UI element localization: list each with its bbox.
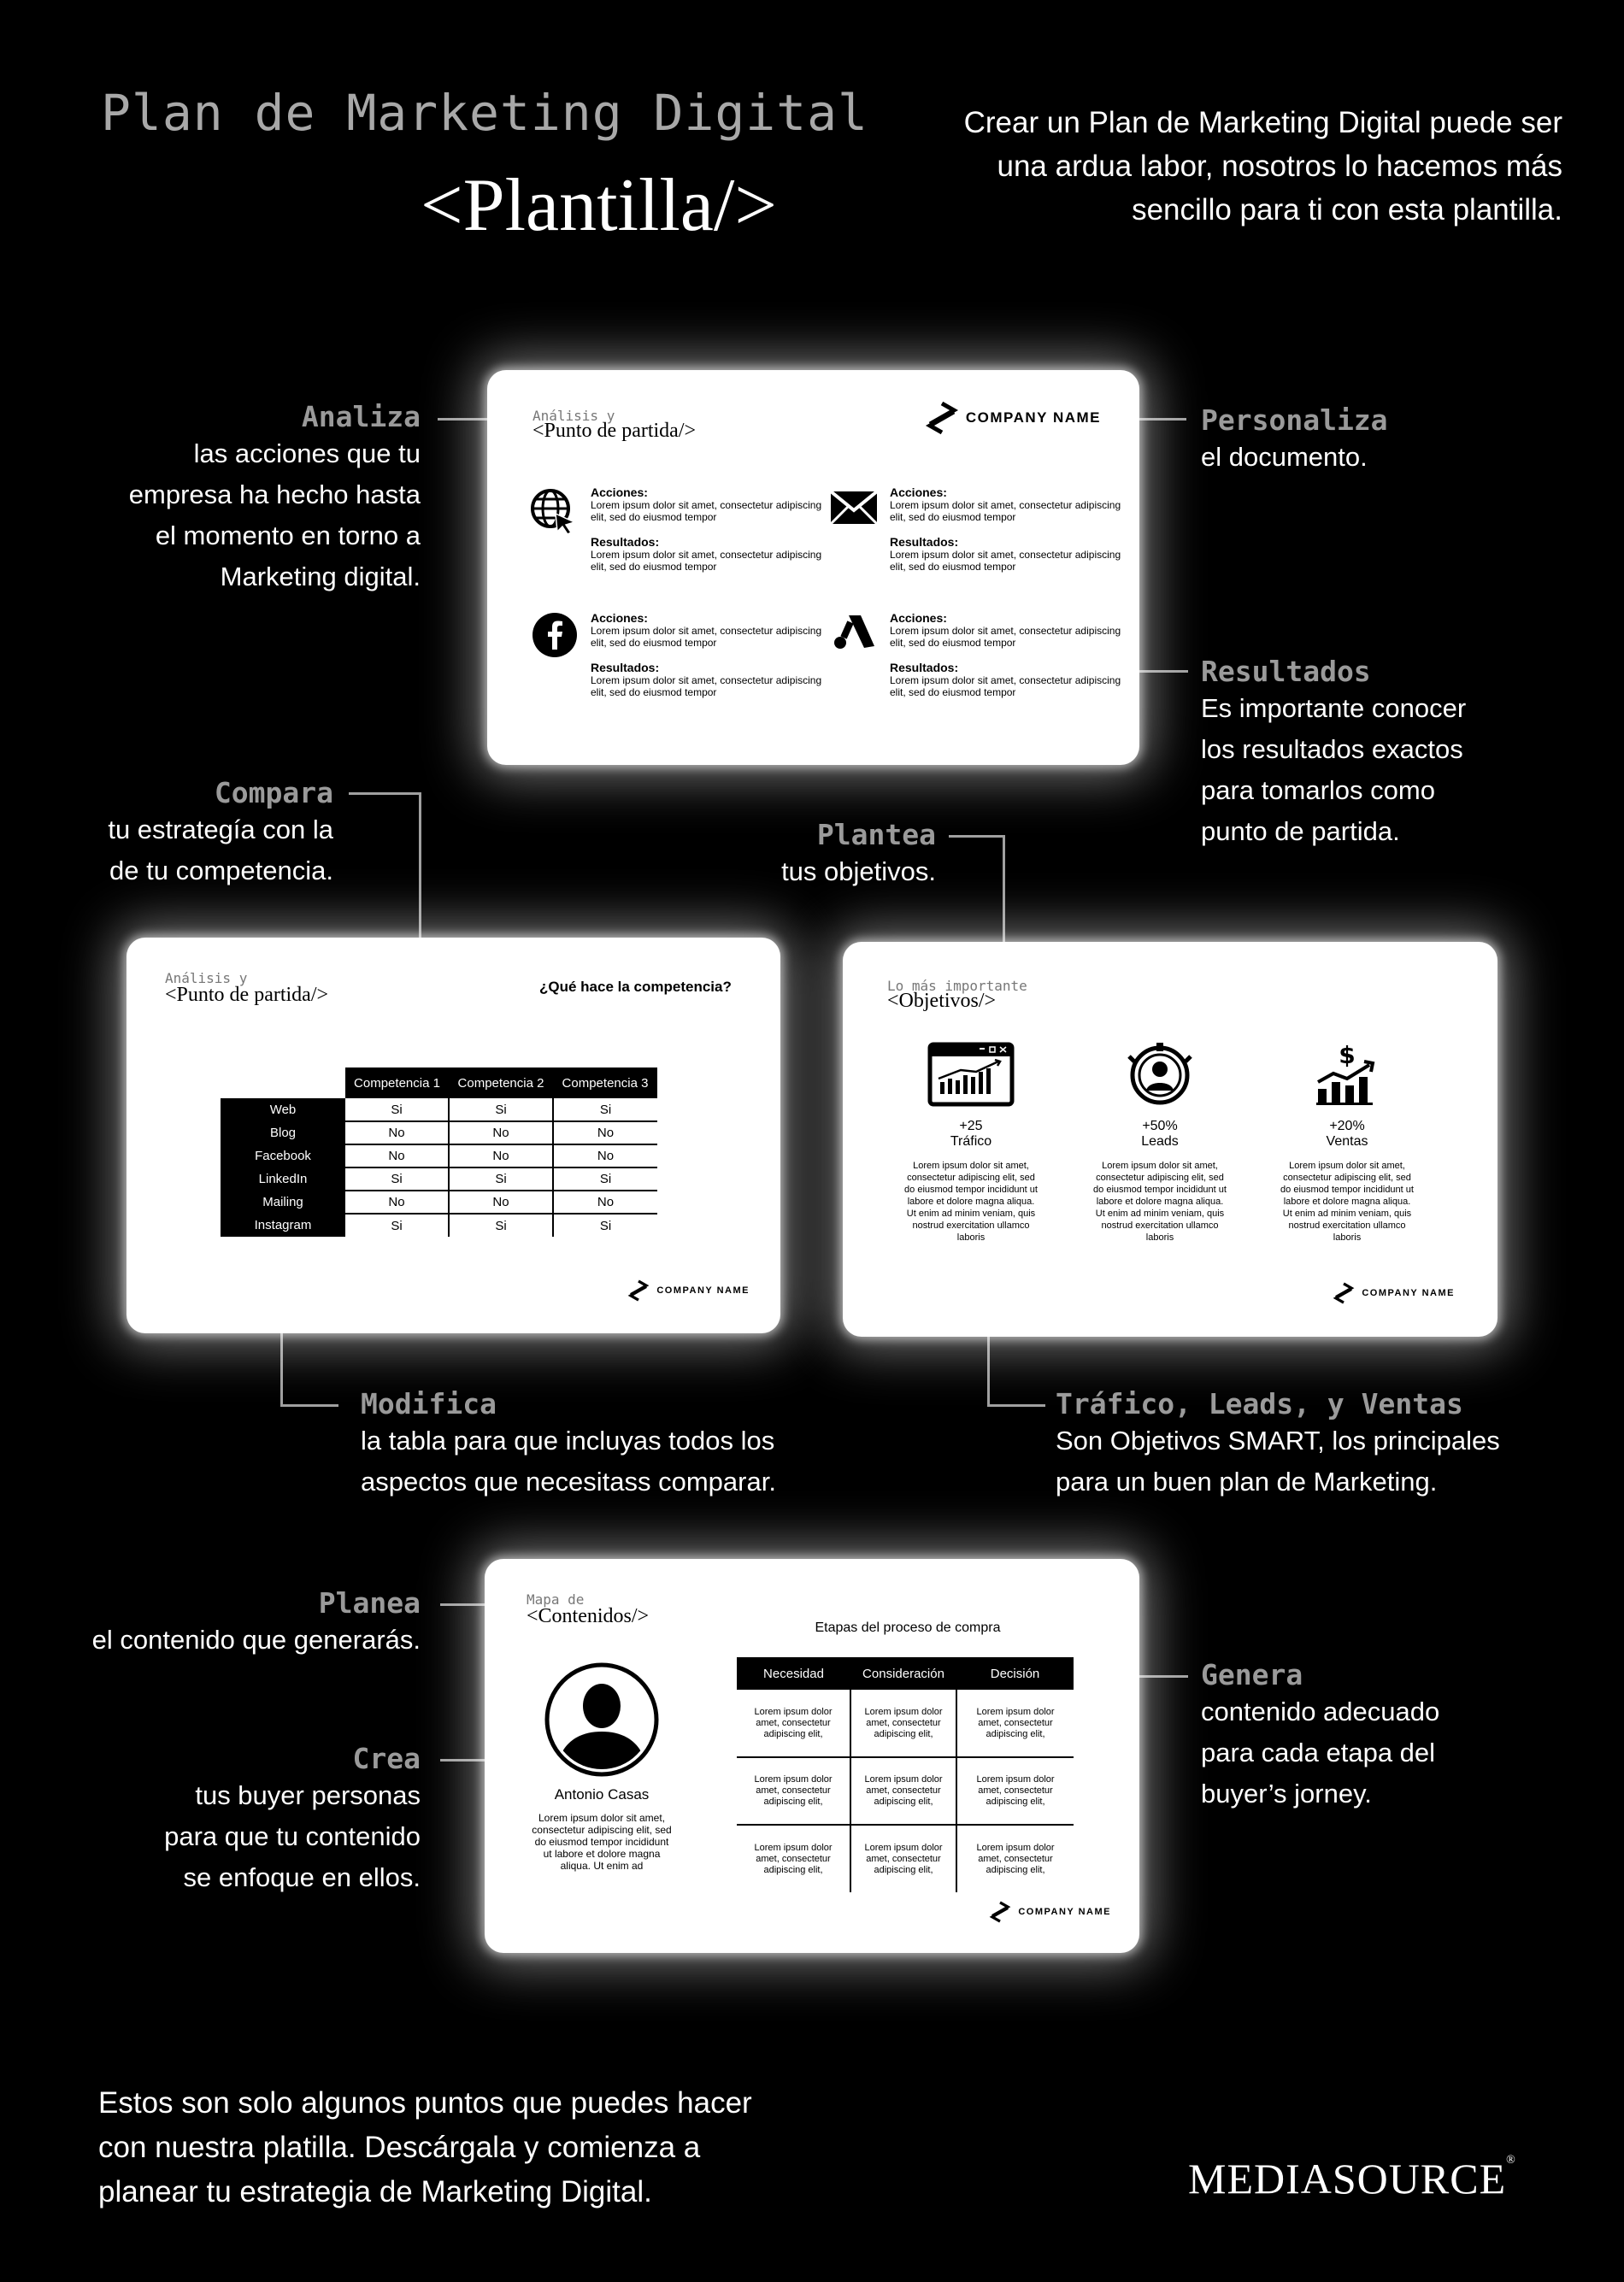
table-title: Etapas del proceso de compra [815, 1620, 1001, 1635]
actions-text: Lorem ipsum dolor sit amet, consectetur adipiscing elit, sed do eiusmod tempor [591, 625, 822, 649]
table-cell: Si [449, 1214, 553, 1237]
annotation-line: tus buyer personas [195, 1780, 421, 1810]
annotation-line: para tomarlos como [1201, 775, 1435, 805]
table-cell: Lorem ipsum dolor amet, consectetur adipiscing elit, [737, 1690, 850, 1757]
table-cell: Si [449, 1098, 553, 1121]
card-question: ¿Qué hace la competencia? [539, 979, 732, 995]
list-item [591, 485, 830, 585]
annotation-line: para cada etapa del [1201, 1738, 1436, 1767]
annotation-title: Tráfico, Leads, y Ventas [1056, 1387, 1463, 1420]
annotation-line: las acciones que tu [193, 438, 421, 468]
annotation-text [129, 433, 421, 597]
table-row [221, 1098, 657, 1121]
table-header: Consideración [850, 1657, 956, 1690]
footer-line: con nuestra platilla. Descárgala y comienza a [98, 2131, 701, 2164]
table-cell: Lorem ipsum dolor amet, consectetur adipiscing elit, [976, 1842, 1055, 1875]
annotation-line: punto de partida. [1201, 816, 1400, 846]
objective-text: Lorem ipsum dolor sit amet, consectetur adipiscing elit, sed do eiusmod tempor incididunt ut labore et dolore magna aliqua. Ut enim ad minim veniam, quis nostrud exercitation ullamco laboris [1280, 1161, 1414, 1243]
results-label: Resultados: [890, 661, 959, 674]
svg-text:$: $ [1339, 1041, 1356, 1069]
annotation-text [781, 851, 936, 892]
table-cell: Si [345, 1167, 449, 1191]
page-subtitle: Plan de Marketing Digital [101, 84, 868, 142]
table-row [737, 1757, 1074, 1825]
table-row [221, 1144, 657, 1167]
annotation-line: Son Objetivos SMART, los principales [1056, 1426, 1500, 1456]
table-row [221, 1214, 657, 1237]
card-title: <Contenidos/> [527, 1605, 650, 1627]
connector-line [280, 1404, 338, 1407]
card-punto-de-partida [487, 370, 1139, 765]
connector-line [949, 835, 1005, 838]
annotation-line: el contenido que generarás. [91, 1625, 421, 1655]
actions-label: Acciones: [591, 485, 648, 499]
sales-growth-icon [1313, 1041, 1381, 1108]
annotation-text [361, 1420, 776, 1503]
table-cell: Lorem ipsum dolor amet, consectetur adipiscing elit, [850, 1690, 956, 1757]
annotation-analiza [129, 400, 421, 597]
results-label: Resultados: [591, 661, 660, 674]
intro-line: sencillo para ti con esta plantilla. [1132, 193, 1562, 226]
google-ads-icon [832, 612, 876, 651]
intro-line: una ardua labor, nosotros lo hacemos más [997, 150, 1562, 183]
objective-leads [1087, 1041, 1233, 1244]
annotation-plantea [781, 818, 936, 892]
table-header: Competencia 2 [449, 1067, 553, 1098]
card-objetivos [843, 942, 1497, 1337]
table-cell: No [345, 1121, 449, 1144]
table-header: Competencia 1 [345, 1067, 449, 1098]
globe-cursor-icon [528, 486, 578, 536]
annotation-line: Es importante conocer [1201, 693, 1467, 723]
persona-text: Lorem ipsum dolor sit amet, consectetur adipiscing elit, sed do eiusmod tempor incididunt ut labore et dolore magna aliqua. Ut enim ad [532, 1812, 672, 1872]
lead-person-icon [1126, 1041, 1194, 1108]
annotation-line: buyer’s jorney. [1201, 1779, 1372, 1809]
actions-text: Lorem ipsum dolor sit amet, consectetur adipiscing elit, sed do eiusmod tempor [591, 499, 822, 523]
objective-ventas [1274, 1041, 1420, 1244]
company-name: COMPANY NAME [656, 1285, 750, 1296]
table-row [737, 1690, 1074, 1757]
company-logo-icon [925, 401, 959, 435]
list-item [890, 611, 1129, 710]
results-text: Lorem ipsum dolor sit amet, consectetur adipiscing elit, sed do eiusmod tempor [890, 674, 1121, 698]
objective-trafico [898, 1041, 1044, 1244]
table-cell: No [553, 1191, 657, 1214]
table-cell: Si [449, 1167, 553, 1191]
row-label: Facebook [221, 1144, 345, 1167]
page-title: <Plantilla/> [421, 164, 778, 247]
table-cell: Lorem ipsum dolor amet, consectetur adipiscing elit, [737, 1825, 850, 1892]
annotation-line: se enfoque en ellos. [183, 1862, 421, 1892]
table-cell: Si [345, 1098, 449, 1121]
annotation-text [1201, 688, 1466, 852]
persona-name: Antonio Casas [554, 1786, 650, 1803]
company-logo-icon [989, 1901, 1011, 1923]
table-cell: Lorem ipsum dolor amet, consectetur adipiscing elit, [850, 1757, 956, 1825]
table-cell: No [553, 1121, 657, 1144]
annotation-text [92, 1620, 421, 1661]
traffic-chart-icon [927, 1041, 1015, 1108]
annotation-text [164, 1775, 421, 1898]
competition-table [221, 1067, 657, 1237]
annotation-title: Personaliza [1201, 403, 1388, 437]
avatar [544, 1662, 660, 1778]
intro-line: Crear un Plan de Marketing Digital puede ser [963, 106, 1562, 139]
annotation-line: los resultados exactos [1201, 734, 1463, 764]
card-caption: Análisis y [533, 408, 615, 424]
company-logo [925, 401, 1101, 435]
table-cell: No [449, 1121, 553, 1144]
annotation-genera [1201, 1658, 1439, 1814]
table-cell: Si [553, 1167, 657, 1191]
objective-label: Ventas [1326, 1134, 1368, 1149]
company-name: COMPANY NAME [1362, 1288, 1455, 1298]
annotation-line: tus objetivos. [781, 856, 936, 886]
table-row [737, 1825, 1074, 1892]
table-cell: Si [599, 1218, 612, 1233]
annotation-line: tu estrategía con la [108, 815, 333, 844]
results-label: Resultados: [890, 535, 959, 549]
card-competencia [127, 938, 780, 1333]
annotation-title: Genera [1201, 1658, 1303, 1691]
table-header: Decisión [956, 1657, 1074, 1690]
table-cell: No [449, 1191, 553, 1214]
actions-text: Lorem ipsum dolor sit amet, consectetur adipiscing elit, sed do eiusmod tempor [890, 499, 1121, 523]
annotation-line: de tu competencia. [109, 856, 333, 885]
actions-label: Acciones: [890, 611, 947, 625]
annotation-personaliza [1201, 403, 1388, 478]
card-contenidos [485, 1559, 1139, 1953]
card-title: <Punto de partida/> [165, 984, 329, 1006]
annotation-line: contenido adecuado [1201, 1697, 1440, 1726]
row-label: Blog [221, 1121, 345, 1144]
annotation-title: Resultados [1201, 655, 1371, 688]
table-cell: Lorem ipsum dolor amet, consectetur adipiscing elit, [956, 1757, 1074, 1825]
annotation-text [1201, 437, 1388, 478]
annotation-title: Planea [318, 1586, 421, 1620]
annotation-modifica [361, 1387, 776, 1503]
actions-label: Acciones: [591, 611, 648, 625]
envelope-icon [829, 490, 879, 526]
table-cell: Lorem ipsum dolor amet, consectetur adipiscing elit, [737, 1757, 850, 1825]
annotation-title: Modifica [361, 1387, 497, 1420]
connector-line [987, 1404, 1045, 1407]
annotation-text [1056, 1420, 1500, 1503]
annotation-line: la tabla para que incluyas todos los [361, 1426, 775, 1456]
intro-text [964, 101, 1562, 232]
table-row [221, 1191, 657, 1214]
content-map-table [737, 1657, 1074, 1892]
table-cell: No [345, 1144, 449, 1167]
annotation-line: aspectos que necesitass comparar. [361, 1467, 776, 1497]
company-logo [1333, 1282, 1455, 1304]
table-header: Necesidad [737, 1657, 850, 1690]
list-item [890, 485, 1129, 585]
annotation-title: Plantea [816, 818, 936, 851]
objective-text: Lorem ipsum dolor sit amet, consectetur adipiscing elit, sed do eiusmod tempor incididunt ut labore et dolore magna aliqua. Ut enim ad minim veniam, quis nostrud exercitation ullamco laboris [904, 1161, 1038, 1243]
table-row [221, 1167, 657, 1191]
annotation-text [108, 809, 333, 891]
row-label: LinkedIn [221, 1167, 345, 1191]
objective-label: Leads [1141, 1134, 1179, 1149]
table-cell: Lorem ipsum dolor amet, consectetur adipiscing elit, [850, 1825, 956, 1892]
row-label: Mailing [221, 1191, 345, 1214]
actions-label: Acciones: [890, 485, 947, 499]
annotation-line: empresa ha hecho hasta [128, 479, 421, 509]
annotation-crea [164, 1742, 421, 1898]
annotation-line: Marketing digital. [220, 562, 421, 591]
company-name: COMPANY NAME [965, 409, 1101, 426]
annotation-title: Analiza [301, 400, 421, 433]
objective-value: +50% [1142, 1119, 1178, 1133]
annotation-line: el momento en torno a [155, 521, 421, 550]
footer-text [98, 2081, 752, 2214]
annotation-line: el documento. [1201, 442, 1368, 472]
row-label: Web [221, 1098, 345, 1121]
results-text: Lorem ipsum dolor sit amet, consectetur adipiscing elit, sed do eiusmod tempor [890, 549, 1121, 573]
company-logo [627, 1279, 750, 1302]
company-logo-icon [1333, 1282, 1355, 1304]
table-cell: No [553, 1144, 657, 1167]
actions-text: Lorem ipsum dolor sit amet, consectetur adipiscing elit, sed do eiusmod tempor [890, 625, 1121, 649]
objective-text: Lorem ipsum dolor sit amet, consectetur adipiscing elit, sed do eiusmod tempor incididunt ut labore et dolore magna aliqua. Ut enim ad minim veniam, quis nostrud exercitation ullamco laboris [1093, 1161, 1227, 1243]
annotation-title: Crea [352, 1742, 421, 1775]
card-caption: Mapa de [527, 1591, 585, 1608]
list-item [591, 611, 830, 710]
objective-value: +25 [959, 1119, 983, 1133]
card-caption: Lo más importante [887, 978, 1027, 994]
table-cell: Si [345, 1214, 449, 1237]
annotation-title: Compara [214, 776, 333, 809]
annotation-compara [108, 776, 333, 891]
company-name: COMPANY NAME [1018, 1907, 1111, 1917]
results-text: Lorem ipsum dolor sit amet, consectetur adipiscing elit, sed do eiusmod tempor [591, 674, 822, 698]
table-cell: No [345, 1191, 449, 1214]
annotation-line: para un buen plan de Marketing. [1056, 1467, 1438, 1497]
company-logo [989, 1901, 1111, 1923]
objective-value: +20% [1329, 1119, 1365, 1133]
table-cell: Lorem ipsum dolor amet, consectetur adipiscing elit, [956, 1690, 1074, 1757]
table-cell: Si [553, 1098, 657, 1121]
mediasource-logo [1188, 2154, 1516, 2203]
results-text: Lorem ipsum dolor sit amet, consectetur adipiscing elit, sed do eiusmod tempor [591, 549, 822, 573]
annotation-line: para que tu contenido [164, 1821, 421, 1851]
table-header: Competencia 3 [553, 1067, 657, 1098]
card-title: <Punto de partida/> [533, 420, 697, 442]
footer-line: planear tu estrategia de Marketing Digital. [98, 2175, 652, 2208]
card-caption: Análisis y [165, 970, 248, 986]
footer-line: Estos son solo algunos puntos que puedes hacer [98, 2086, 752, 2120]
facebook-icon [532, 612, 578, 658]
annotation-resultados [1201, 655, 1466, 852]
brand-name: MEDIASOURCE [1188, 2155, 1507, 2203]
results-label: Resultados: [591, 535, 660, 549]
annotation-text [1201, 1691, 1439, 1814]
table-cell: No [449, 1144, 553, 1167]
company-logo-icon [627, 1279, 650, 1302]
connector-line [349, 792, 421, 795]
card-title: <Objetivos/> [887, 990, 997, 1012]
brand-mark: ® [1506, 2154, 1516, 2167]
annotation-planea [92, 1586, 421, 1661]
objective-label: Tráfico [950, 1134, 992, 1149]
table-row [221, 1121, 657, 1144]
row-label: Instagram [221, 1214, 345, 1237]
annotation-trafico [1056, 1387, 1500, 1503]
